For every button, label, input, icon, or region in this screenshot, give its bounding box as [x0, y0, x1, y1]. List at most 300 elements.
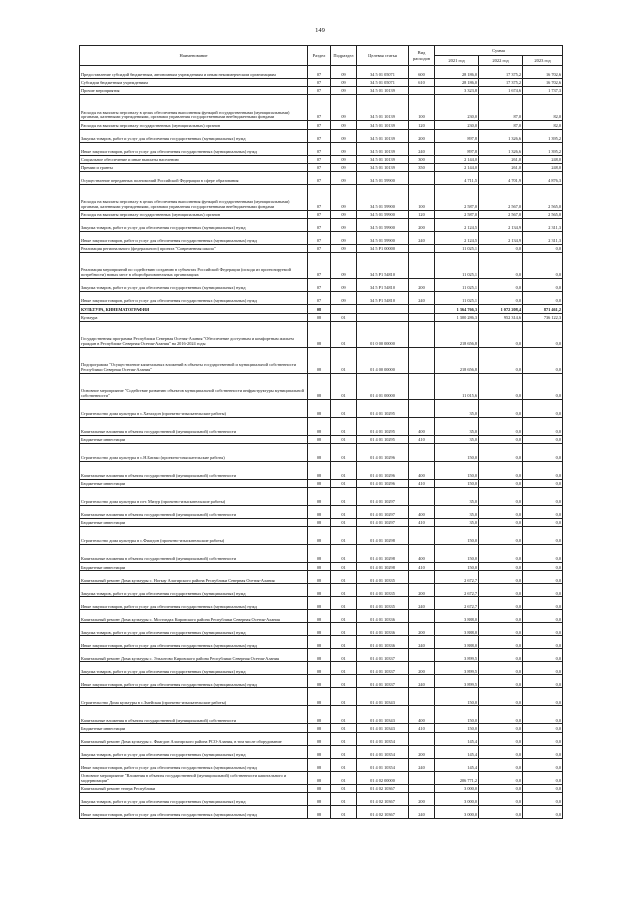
row-section: 08 — [308, 545, 331, 563]
row-sum-2021: 11 025,1 — [435, 245, 479, 253]
row-sum-2021: 150,0 — [435, 479, 479, 487]
row-sum-2022: 0,0 — [479, 373, 523, 399]
row-subsection: 01 — [331, 662, 357, 675]
row-name: Капитальный ремонт Дома культуры с. Фиагдон Алагирского района РСО-Алания, в том числе оборудование — [80, 732, 308, 745]
row-exp-type — [409, 321, 435, 347]
row-exp-type: 120 — [409, 121, 435, 129]
row-section: 07 — [308, 184, 331, 210]
table-row — [80, 232, 563, 245]
row-article: 01 4 01 10354 — [357, 745, 409, 758]
row-article: 01 4 01 10295 — [357, 435, 409, 443]
row-subsection: 01 — [331, 347, 357, 373]
row-sum-2023: 0,0 — [523, 527, 563, 545]
row-article: 01 4 01 10343 — [357, 724, 409, 732]
row-sum-2022: 2 567,0 — [479, 184, 523, 210]
row-sum-2023: 0,0 — [523, 461, 563, 479]
row-sum-2021: 897,8 — [435, 142, 479, 155]
row-sum-2021: 150,0 — [435, 527, 479, 545]
row-exp-type — [409, 610, 435, 623]
row-section: 08 — [308, 435, 331, 443]
row-sum-2021: 3 888,0 — [435, 610, 479, 623]
row-article — [357, 305, 409, 313]
row-article: 01 4 01 10296 — [357, 461, 409, 479]
row-sum-2023: 0,0 — [523, 443, 563, 461]
row-exp-type: 200 — [409, 219, 435, 232]
row-name: Социальное обеспечение и иные выплаты населению — [80, 155, 308, 163]
row-sum-2023: 0,0 — [523, 805, 563, 818]
row-sum-2021: 35,0 — [435, 435, 479, 443]
row-section: 07 — [308, 87, 331, 95]
row-article: 01 4 02 10367 — [357, 805, 409, 818]
row-name: Бюджетные инвестиции — [80, 479, 308, 487]
row-sum-2023: 0,0 — [523, 417, 563, 435]
row-exp-type — [409, 784, 435, 792]
row-subsection: 09 — [331, 232, 357, 245]
table-row — [80, 121, 563, 129]
row-subsection: 01 — [331, 488, 357, 506]
row-section: 07 — [308, 253, 331, 279]
row-article: 01 4 01 10298 — [357, 527, 409, 545]
table-row — [80, 623, 563, 636]
row-section: 07 — [308, 292, 331, 305]
row-sum-2022: 0,0 — [479, 292, 523, 305]
row-name: Расходы на выплаты персоналу государственных (муниципальных) органов — [80, 210, 308, 218]
row-subsection: 09 — [331, 184, 357, 210]
row-sum-2022: 1 674,6 — [479, 87, 523, 95]
row-article: 01 4 01 10296 — [357, 443, 409, 461]
row-subsection: 01 — [331, 373, 357, 399]
table-row — [80, 321, 563, 347]
row-subsection: 09 — [331, 66, 357, 79]
row-sum-2022: 0,0 — [479, 745, 523, 758]
row-name: Закупка товаров, работ и услуг для обеспечения государственных (муниципальных) нужд — [80, 662, 308, 675]
row-article: 01 4 01 10298 — [357, 545, 409, 563]
row-name: Закупка товаров, работ и услуг для обеспечения государственных (муниципальных) нужд — [80, 279, 308, 292]
row-sum-2022: 261,0 — [479, 155, 523, 163]
row-section: 07 — [308, 155, 331, 163]
row-sum-2021: 3 000,0 — [435, 784, 479, 792]
row-name: Закупка товаров, работ и услуг для обеспечения государственных (муниципальных) нужд — [80, 584, 308, 597]
row-sum-2023: 0,0 — [523, 792, 563, 805]
row-article: 01 4 01 10337 — [357, 662, 409, 675]
row-subsection: 09 — [331, 245, 357, 253]
row-name: Капитальные вложения в объекты государственной (муниципальной) собственности — [80, 706, 308, 724]
row-sum-2023: 0,0 — [523, 399, 563, 417]
row-section: 08 — [308, 784, 331, 792]
row-sum-2023: 82,0 — [523, 95, 563, 121]
row-sum-2022: 0,0 — [479, 347, 523, 373]
row-sum-2021: 1 300 286,3 — [435, 313, 479, 321]
row-subsection: 01 — [331, 792, 357, 805]
row-sum-2022: 0,0 — [479, 417, 523, 435]
row-sum-2023: 0,0 — [523, 373, 563, 399]
row-exp-type: 400 — [409, 417, 435, 435]
row-sum-2023: 0,0 — [523, 610, 563, 623]
row-article: 34 5 01 59900 — [357, 210, 409, 218]
row-sum-2023: 0,0 — [523, 636, 563, 649]
row-section: 07 — [308, 219, 331, 232]
row-sum-2021: 11 025,1 — [435, 253, 479, 279]
table-row — [80, 210, 563, 218]
row-name: Иные закупки товаров, работ и услуг для обеспечения государственных (муниципальных) нужд — [80, 805, 308, 818]
row-article: 34 5 01 59900 — [357, 219, 409, 232]
table-row — [80, 488, 563, 506]
row-sum-2021: 2 124,5 — [435, 232, 479, 245]
row-name: Иные закупки товаров, работ и услуг для обеспечения государственных (муниципальных) нужд — [80, 142, 308, 155]
row-article: 01 4 01 10295 — [357, 399, 409, 417]
row-exp-type: 600 — [409, 66, 435, 79]
row-exp-type — [409, 399, 435, 417]
row-sum-2023: 0,0 — [523, 745, 563, 758]
row-exp-type: 100 — [409, 95, 435, 121]
row-section: 08 — [308, 321, 331, 347]
table-row — [80, 771, 563, 784]
row-sum-2021: 35,0 — [435, 417, 479, 435]
row-sum-2021: 145,4 — [435, 745, 479, 758]
row-section: 07 — [308, 129, 331, 142]
row-subsection: 01 — [331, 443, 357, 461]
row-section: 07 — [308, 121, 331, 129]
row-exp-type — [409, 649, 435, 662]
row-name: Государственная программа Республики Северная Осетия-Алания "Обеспечение доступным и комфортным жильем граждан в Республике Северная Осетия-Алания" на 2016-2024 годы — [80, 321, 308, 347]
row-section: 07 — [308, 210, 331, 218]
row-article: 34 5 01 10139 — [357, 129, 409, 142]
row-sum-2021: 28 186,0 — [435, 66, 479, 79]
row-subsection: 01 — [331, 545, 357, 563]
row-sum-2021: 2 144,0 — [435, 163, 479, 171]
row-section: 08 — [308, 745, 331, 758]
row-subsection: 09 — [331, 95, 357, 121]
row-sum-2022: 0,0 — [479, 636, 523, 649]
row-subsection: 01 — [331, 417, 357, 435]
row-exp-type: 240 — [409, 675, 435, 688]
row-subsection: 01 — [331, 435, 357, 443]
row-subsection: 01 — [331, 805, 357, 818]
row-sum-2023: 0,0 — [523, 279, 563, 292]
table-row — [80, 563, 563, 571]
row-subsection: 09 — [331, 253, 357, 279]
row-section: 08 — [308, 313, 331, 321]
row-name: Закупка товаров, работ и услуг для обеспечения государственных (муниципальных) нужд — [80, 219, 308, 232]
row-name: Расходы на выплаты персоналу в целях обеспечения выполнения функций государственными (муниципальными) органами, казенными учреждениями, органами управления государственными внебюджетными фондами — [80, 95, 308, 121]
row-article: 01 4 01 00000 — [357, 373, 409, 399]
row-name: Прочие мероприятия — [80, 87, 308, 95]
row-sum-2021: 3 323,8 — [435, 87, 479, 95]
row-subsection: 09 — [331, 87, 357, 95]
row-article: 34 5 01 10139 — [357, 155, 409, 163]
row-section: 08 — [308, 461, 331, 479]
row-sum-2022: 0,0 — [479, 443, 523, 461]
table-row — [80, 399, 563, 417]
table-row — [80, 142, 563, 155]
row-article: 01 4 01 10343 — [357, 688, 409, 706]
row-sum-2023: 0,0 — [523, 563, 563, 571]
row-sum-2022: 0,0 — [479, 732, 523, 745]
row-name: Иные закупки товаров, работ и услуг для обеспечения государственных (муниципальных) нужд — [80, 675, 308, 688]
row-sum-2021: 150,0 — [435, 688, 479, 706]
table-row — [80, 245, 563, 253]
row-section: 08 — [308, 597, 331, 610]
row-sum-2023: 0,0 — [523, 649, 563, 662]
row-sum-2021: 35,0 — [435, 488, 479, 506]
row-sum-2021: 35,0 — [435, 399, 479, 417]
row-sum-2023: 0,0 — [523, 706, 563, 724]
row-subsection: 09 — [331, 129, 357, 142]
table-row — [80, 784, 563, 792]
row-sum-2023: 16 702,6 — [523, 79, 563, 87]
row-exp-type: 300 — [409, 155, 435, 163]
row-sum-2021: 28 186,0 — [435, 79, 479, 87]
row-section: 08 — [308, 758, 331, 771]
row-sum-2023: 0,0 — [523, 545, 563, 563]
row-sum-2021: 218 656,8 — [435, 347, 479, 373]
row-sum-2022: 0,0 — [479, 597, 523, 610]
row-article: 01 4 01 10298 — [357, 563, 409, 571]
row-name: Расходы на выплаты персоналу в целях обеспечения выполнения функций государственными (муниципальными) органами, казенными учреждениями, органами управления государственными внебюджетными фондами — [80, 184, 308, 210]
row-name: Субсидии бюджетным учреждениям — [80, 79, 308, 87]
row-name: Осуществление переданных полномочий Российской Федерации в сфере образования — [80, 171, 308, 184]
table-row — [80, 129, 563, 142]
row-exp-type: 240 — [409, 142, 435, 155]
table-row — [80, 688, 563, 706]
row-subsection: 01 — [331, 688, 357, 706]
row-sum-2022: 2 134,9 — [479, 232, 523, 245]
table-row — [80, 662, 563, 675]
row-sum-2023: 248,0 — [523, 163, 563, 171]
row-sum-2021: 3 000,0 — [435, 792, 479, 805]
row-section: 08 — [308, 347, 331, 373]
row-sum-2022: 0,0 — [479, 488, 523, 506]
table-row — [80, 443, 563, 461]
row-sum-2022: 0,0 — [479, 584, 523, 597]
row-sum-2023: 0,0 — [523, 584, 563, 597]
row-sum-2022: 0,0 — [479, 758, 523, 771]
row-article: 34 5 01 59900 — [357, 232, 409, 245]
row-sum-2021: 150,0 — [435, 443, 479, 461]
row-sum-2023: 0,0 — [523, 571, 563, 584]
row-sum-2021: 150,0 — [435, 545, 479, 563]
row-exp-type: 200 — [409, 745, 435, 758]
row-sum-2023: 0,0 — [523, 724, 563, 732]
row-section: 08 — [308, 649, 331, 662]
row-sum-2021: 2 124,5 — [435, 219, 479, 232]
page-number: 149 — [315, 27, 325, 34]
row-section: 07 — [308, 163, 331, 171]
table-row — [80, 545, 563, 563]
row-sum-2021: 2 587,0 — [435, 210, 479, 218]
row-sum-2022: 261,0 — [479, 163, 523, 171]
row-section: 08 — [308, 519, 331, 527]
row-section: 07 — [308, 142, 331, 155]
row-sum-2021: 218 656,8 — [435, 321, 479, 347]
row-subsection: 01 — [331, 724, 357, 732]
row-sum-2023: 0,0 — [523, 623, 563, 636]
row-exp-type: 200 — [409, 623, 435, 636]
row-section: 08 — [308, 732, 331, 745]
row-sum-2022: 0,0 — [479, 545, 523, 563]
row-article: 01 4 01 10335 — [357, 597, 409, 610]
row-sum-2021: 897,8 — [435, 129, 479, 142]
row-exp-type — [409, 87, 435, 95]
row-sum-2021: 145,4 — [435, 732, 479, 745]
table-row — [80, 155, 563, 163]
row-sum-2023: 0,0 — [523, 675, 563, 688]
table-row — [80, 792, 563, 805]
row-sum-2021: 11 025,1 — [435, 292, 479, 305]
row-sum-2023: 2 311,3 — [523, 232, 563, 245]
row-section: 08 — [308, 706, 331, 724]
table-row — [80, 417, 563, 435]
row-sum-2022: 0,0 — [479, 771, 523, 784]
table-row — [80, 527, 563, 545]
row-subsection: 01 — [331, 321, 357, 347]
row-subsection: 01 — [331, 461, 357, 479]
row-sum-2021: 3 899,5 — [435, 662, 479, 675]
table-row — [80, 506, 563, 519]
row-sum-2023: 4 876,3 — [523, 171, 563, 184]
row-article: 34 5 01 10139 — [357, 87, 409, 95]
row-sum-2023: 0,0 — [523, 519, 563, 527]
row-exp-type — [409, 313, 435, 321]
row-name: Бюджетные инвестиции — [80, 724, 308, 732]
row-sum-2022: 0,0 — [479, 399, 523, 417]
row-section: 07 — [308, 79, 331, 87]
row-article: 01 4 01 10296 — [357, 479, 409, 487]
table-row — [80, 184, 563, 210]
table-row — [80, 745, 563, 758]
row-sum-2022: 0,0 — [479, 321, 523, 347]
row-sum-2021: 150,0 — [435, 724, 479, 732]
row-article: 34 5 Р1 00000 — [357, 245, 409, 253]
row-name: Основное мероприятие "Содействие развитию объектов муниципальной собственности инфраструктуры муниципальной собственности" — [80, 373, 308, 399]
row-section: 08 — [308, 584, 331, 597]
row-sum-2021: 150,0 — [435, 461, 479, 479]
table-row — [80, 479, 563, 487]
row-sum-2022: 0,0 — [479, 675, 523, 688]
row-name: Иные закупки товаров, работ и услуг для обеспечения государственных (муниципальных) нужд — [80, 292, 308, 305]
row-article: 01 4 01 10337 — [357, 675, 409, 688]
row-sum-2021: 2 672,7 — [435, 584, 479, 597]
header-exp-type: Вид расходов — [409, 46, 435, 66]
header-year-2022: 2022 год — [479, 56, 523, 66]
row-article: 01 4 01 10335 — [357, 571, 409, 584]
row-name: Бюджетные инвестиции — [80, 435, 308, 443]
row-subsection: 01 — [331, 563, 357, 571]
row-subsection: 09 — [331, 292, 357, 305]
row-exp-type: 240 — [409, 636, 435, 649]
row-section: 08 — [308, 610, 331, 623]
row-article: 01 0 00 00000 — [357, 321, 409, 347]
row-name: Строительство дома культуры в с.Н.Батако (проектно-изыскательские работы) — [80, 443, 308, 461]
row-subsection: 01 — [331, 784, 357, 792]
row-name: Предоставление субсидий бюджетным, автономным учреждениям и иным некоммерческим организациям — [80, 66, 308, 79]
row-sum-2022: 87,0 — [479, 95, 523, 121]
row-sum-2021: 3 888,0 — [435, 636, 479, 649]
row-sum-2021: 35,0 — [435, 519, 479, 527]
row-article: 01 4 01 10335 — [357, 584, 409, 597]
row-subsection: 01 — [331, 527, 357, 545]
row-exp-type: 350 — [409, 163, 435, 171]
row-exp-type: 240 — [409, 758, 435, 771]
row-sum-2023: 1 395,2 — [523, 142, 563, 155]
row-sum-2023: 0,0 — [523, 732, 563, 745]
row-name: Закупка товаров, работ и услуг для обеспечения государственных (муниципальных) нужд — [80, 623, 308, 636]
row-section: 08 — [308, 399, 331, 417]
row-name: Бюджетные инвестиции — [80, 519, 308, 527]
table-row — [80, 649, 563, 662]
row-article: 34 5 01 59900 — [357, 171, 409, 184]
row-subsection: 01 — [331, 597, 357, 610]
row-article: 01 4 02 10367 — [357, 784, 409, 792]
row-exp-type: 410 — [409, 479, 435, 487]
row-article: 01 4 01 10337 — [357, 649, 409, 662]
header-name: Наименование — [80, 46, 308, 66]
row-exp-type: 200 — [409, 792, 435, 805]
row-subsection: 09 — [331, 121, 357, 129]
row-exp-type: 100 — [409, 184, 435, 210]
row-name: Подпрограмма "Осуществление капитальных вложений в объекты государственной и муниципальной собственности Республики Северная Осетия-Алания" — [80, 347, 308, 373]
row-section: 07 — [308, 95, 331, 121]
row-sum-2023: 0,0 — [523, 435, 563, 443]
row-sum-2021: 4 711,5 — [435, 171, 479, 184]
row-sum-2022: 0,0 — [479, 706, 523, 724]
row-section: 08 — [308, 506, 331, 519]
row-section: 08 — [308, 571, 331, 584]
row-subsection: 01 — [331, 706, 357, 724]
row-exp-type: 400 — [409, 706, 435, 724]
table-row — [80, 313, 563, 321]
row-article: 01 4 01 10297 — [357, 506, 409, 519]
table-row — [80, 435, 563, 443]
row-exp-type: 410 — [409, 435, 435, 443]
row-article: 01 4 01 10336 — [357, 623, 409, 636]
header-article: Целевая статья — [357, 46, 409, 66]
row-article: 01 4 02 10367 — [357, 792, 409, 805]
table-row — [80, 171, 563, 184]
row-name: Основное мероприятие "Вложения в объекты государственной (муниципальной) собственности капитального и модернизации" — [80, 771, 308, 784]
row-sum-2023: 1 737,3 — [523, 87, 563, 95]
row-sum-2021: 2 587,0 — [435, 184, 479, 210]
row-section: 08 — [308, 443, 331, 461]
row-section: 08 — [308, 488, 331, 506]
row-subsection: 09 — [331, 79, 357, 87]
row-sum-2023: 0,0 — [523, 321, 563, 347]
row-name: Иные закупки товаров, работ и услуг для обеспечения государственных (муниципальных) нужд — [80, 636, 308, 649]
table-row — [80, 66, 563, 79]
row-section: 08 — [308, 563, 331, 571]
row-name: Реализация мероприятий по содействию созданию в субъектах Российской Федерации (исходя из прогнозируемой потребности) новых мест в общеобразовательных организациях — [80, 253, 308, 279]
budget-table — [79, 45, 563, 819]
row-sum-2021: 150,0 — [435, 706, 479, 724]
row-sum-2023: 0,0 — [523, 771, 563, 784]
row-article — [357, 313, 409, 321]
row-sum-2023: 0,0 — [523, 662, 563, 675]
row-sum-2021: 145,4 — [435, 758, 479, 771]
header-year-2023: 2023 год — [523, 56, 563, 66]
row-exp-type: 120 — [409, 210, 435, 218]
row-subsection: 01 — [331, 732, 357, 745]
row-section: 08 — [308, 636, 331, 649]
table-row — [80, 610, 563, 623]
row-sum-2022: 87,0 — [479, 121, 523, 129]
header-section: Раздел — [308, 46, 331, 66]
row-sum-2021: 35,0 — [435, 506, 479, 519]
row-exp-type — [409, 347, 435, 373]
row-sum-2022: 0,0 — [479, 724, 523, 732]
row-subsection: 09 — [331, 219, 357, 232]
row-sum-2022: 0,0 — [479, 279, 523, 292]
table-row — [80, 706, 563, 724]
